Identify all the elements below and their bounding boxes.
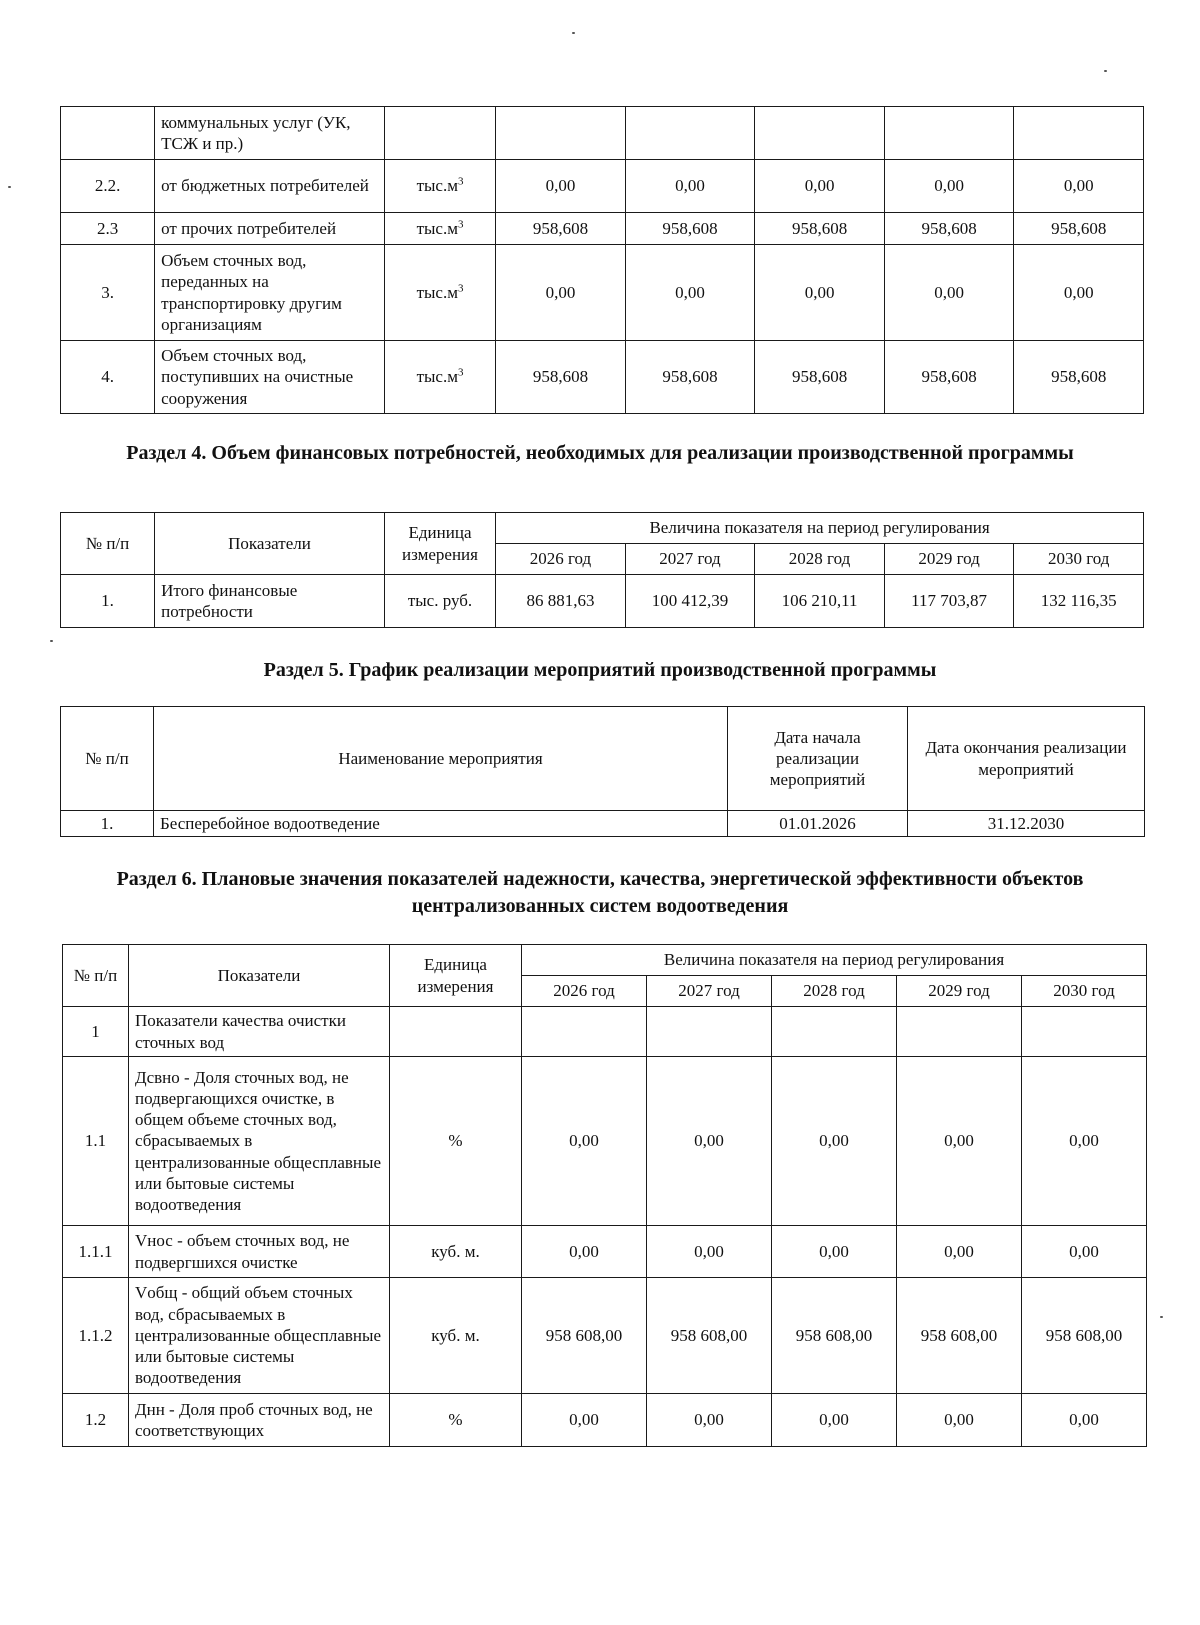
header-year-2028: 2028 год [755,544,885,575]
cell-2029: 0,00 [897,1057,1022,1226]
cell-2030: 958,608 [1014,213,1144,245]
header-year-2026: 2026 год [496,544,626,575]
cell-2027 [647,1007,772,1057]
cell-2027: 958,608 [625,341,755,414]
row-number [61,107,155,160]
row-unit [390,1007,522,1057]
cell-2029: 0,00 [884,160,1014,213]
table-row [63,1057,1147,1226]
section5-title: Раздел 5. График реализации мероприятий производственной программы [263,659,937,681]
row-name: Днн - Доля проб сточных вод, не соответствующих [129,1394,390,1447]
cell-2030 [1014,107,1144,160]
row-number: 1. [61,811,154,837]
table-row [63,1226,1147,1278]
cell-2030: 132 116,35 [1014,575,1144,628]
header-name: Наименование мероприятия [154,707,728,811]
cell-2026: 0,00 [496,245,626,341]
row-name: коммунальных услуг (УК, ТСЖ и пр.) [155,107,385,160]
cell-2027 [625,107,755,160]
cell-2029 [884,107,1014,160]
row-name: Дсвно - Доля сточных вод, не подвергающихся очистке, в общем объеме сточных вод, сбрасываемых в централизованные общесплавные или бытовые системы водоотведения [129,1057,390,1226]
header-indicator: Показатели [155,513,385,575]
header-year-2027: 2027 год [625,544,755,575]
header-period: Величина показателя на период регулирования [496,513,1144,544]
unit-superscript: 3 [457,282,464,295]
cell-2030: 0,00 [1022,1394,1147,1447]
row-name: Объем сточных вод, переданных на транспортировку другим организациям [155,245,385,341]
cell-2026: 0,00 [522,1394,647,1447]
header-num: № п/п [61,513,155,575]
header-year-2027: 2027 год [647,976,772,1007]
scan-speck [50,640,53,642]
cell-2026 [496,107,626,160]
cell-2028: 958,608 [755,213,885,245]
header-num: № п/п [63,945,129,1007]
cell-2026: 86 881,63 [496,575,626,628]
scan-speck [1104,70,1107,72]
section6-title-text: Раздел 6. Плановые значения показателей надежности, качества, энергетической эффективности объектов централизованных систем водоотведения [116,868,1084,917]
row-number: 4. [61,341,155,414]
row-number: 1.1 [63,1057,129,1226]
scan-speck [572,32,575,34]
section4-title-text: Раздел 4. Объем финансовых потребностей, необходимых для реализации производственной программы [126,442,1074,464]
row-name: от бюджетных потребителей [155,160,385,213]
cell-2026 [522,1007,647,1057]
header-row [63,945,1147,976]
cell-2029 [897,1007,1022,1057]
header-year-2026: 2026 год [522,976,647,1007]
row-name: Объем сточных вод, поступивших на очистные сооружения [155,341,385,414]
row-start-date: 01.01.2026 [728,811,908,837]
row-name: Итого финансовые потребности [155,575,385,628]
cell-2026: 0,00 [522,1226,647,1278]
table-row [63,1394,1147,1447]
header-year-2030: 2030 год [1014,544,1144,575]
scan-speck [8,186,11,188]
row-unit [384,107,495,160]
cell-2029: 117 703,87 [884,575,1014,628]
scan-speck [1160,1316,1163,1318]
header-indicator: Показатели [129,945,390,1007]
cell-2028: 0,00 [755,160,885,213]
table-row [61,213,1144,245]
cell-2029: 0,00 [897,1394,1022,1447]
cell-2026: 0,00 [496,160,626,213]
header-year-2030: 2030 год [1022,976,1147,1007]
table-row [61,811,1145,837]
unit-superscript: 3 [457,175,464,188]
row-number: 3. [61,245,155,341]
row-unit: тыс. руб. [384,575,495,628]
row-number: 1.2 [63,1394,129,1447]
row-number: 1. [61,575,155,628]
row-number: 1 [63,1007,129,1057]
cell-2029: 0,00 [897,1226,1022,1278]
header-year-2028: 2028 год [772,976,897,1007]
unit-superscript: 3 [457,366,464,379]
table-row [61,107,1144,160]
section4-title [0,440,1200,467]
header-unit: Единица измерения [384,513,495,575]
section6-title [0,866,1200,920]
cell-2030: 0,00 [1014,245,1144,341]
row-unit: % [390,1057,522,1226]
cell-2028: 106 210,11 [755,575,885,628]
header-unit: Единица измерения [390,945,522,1007]
cell-2028: 0,00 [755,245,885,341]
cell-2029: 958,608 [884,213,1014,245]
table-row [63,1007,1147,1057]
header-start: Дата начала реализации мероприятий [728,707,908,811]
cell-2028: 0,00 [772,1226,897,1278]
row-name: Показатели качества очистки сточных вод [129,1007,390,1057]
row-unit: $тыс.м^3$ [384,341,495,414]
cell-2030: 0,00 [1022,1057,1147,1226]
cell-2027: 958 608,00 [647,1278,772,1394]
cell-2026: 958,608 [496,213,626,245]
row-number: 1.1.1 [63,1226,129,1278]
header-end: Дата окончания реализации мероприятий [908,707,1145,811]
row-number: 1.1.2 [63,1278,129,1394]
row-name: Vобщ - общий объем сточных вод, сбрасываемых в централизованные общесплавные или бытовые системы водоотведения [129,1278,390,1394]
table-row [61,160,1144,213]
table-row [61,341,1144,414]
cell-2029: 958 608,00 [897,1278,1022,1394]
header-period: Величина показателя на период регулирования [522,945,1147,976]
cell-2027: 0,00 [647,1057,772,1226]
row-end-date: 31.12.2030 [908,811,1145,837]
cell-2027: 0,00 [625,245,755,341]
row-unit: $тыс.м^3$ [384,160,495,213]
cell-2028 [772,1007,897,1057]
row-number: 2.3 [61,213,155,245]
table-reliability-indicators [62,944,1147,1447]
cell-2026: 0,00 [522,1057,647,1226]
table-row [61,245,1144,341]
row-unit: куб. м. [390,1226,522,1278]
cell-2030: 958,608 [1014,341,1144,414]
row-unit: $тыс.м^3$ [384,245,495,341]
cell-2026: 958,608 [496,341,626,414]
header-year-2029: 2029 год [884,544,1014,575]
cell-2027: 100 412,39 [625,575,755,628]
cell-2030 [1022,1007,1147,1057]
cell-2028 [755,107,885,160]
cell-2026: 958 608,00 [522,1278,647,1394]
row-number: 2.2. [61,160,155,213]
row-unit: $тыс.м^3$ [384,213,495,245]
header-num: № п/п [61,707,154,811]
cell-2028: 958 608,00 [772,1278,897,1394]
row-name: Vнос - объем сточных вод, не подвергшихся очистке [129,1226,390,1278]
row-name: от прочих потребителей [155,213,385,245]
cell-2030: 958 608,00 [1022,1278,1147,1394]
header-year-2029: 2029 год [897,976,1022,1007]
row-name: Бесперебойное водоотведение [154,811,728,837]
header-row [61,707,1145,811]
cell-2029: 0,00 [884,245,1014,341]
cell-2027: 0,00 [625,160,755,213]
row-unit: куб. м. [390,1278,522,1394]
cell-2028: 0,00 [772,1057,897,1226]
cell-2028: 0,00 [772,1394,897,1447]
table-row [61,575,1144,628]
cell-2028: 958,608 [755,341,885,414]
cell-2030: 0,00 [1014,160,1144,213]
cell-2027: 0,00 [647,1226,772,1278]
cell-2027: 0,00 [647,1394,772,1447]
unit-superscript: 3 [457,218,464,231]
row-unit: % [390,1394,522,1447]
cell-2029: 958,608 [884,341,1014,414]
table-volumes [60,106,1144,414]
cell-2027: 958,608 [625,213,755,245]
table-financial-needs [60,512,1144,628]
cell-2030: 0,00 [1022,1226,1147,1278]
header-row [61,513,1144,544]
table-row [63,1278,1147,1394]
table-schedule [60,706,1145,837]
